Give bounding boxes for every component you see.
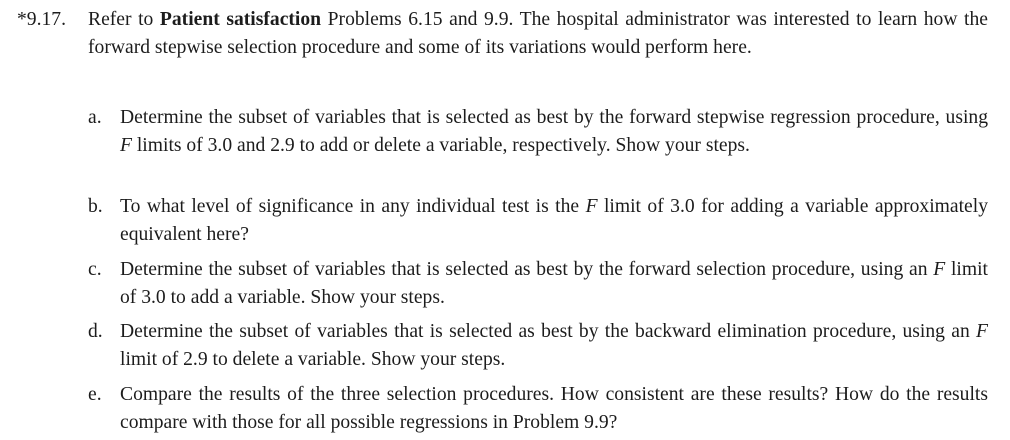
part-label: c. — [88, 259, 102, 280]
part-label: e. — [88, 384, 102, 405]
intro-suffix: Problems 6.15 and 9.9. The hospital administrator was interested to learn how the forward stepwise selection procedure and some of its variations would perform here. — [88, 9, 988, 58]
f-variable: F — [120, 135, 132, 156]
part-text — [120, 381, 988, 437]
part-text — [120, 256, 988, 312]
part-label: a. — [88, 107, 102, 128]
part-text-1: Compare the results of the three selection procedures. How consistent are these results? How do the results compare with those for all possible regressions in Problem 9.9? — [120, 384, 988, 433]
part-label: d. — [88, 321, 103, 342]
part-text-2: limit of 3.0 for adding a variable approximately equivalent here? — [120, 196, 988, 245]
part-label: b. — [88, 196, 103, 217]
part-text-1: Determine the subset of variables that is selected as best by the backward elimination procedure, using an — [120, 321, 977, 342]
problem-number: *9.17. — [17, 9, 66, 30]
f-variable: F — [933, 259, 946, 280]
dataset-name: Patient satisfaction — [159, 9, 322, 30]
part-text-2: limit of 2.9 to delete a variable. Show your steps. — [120, 349, 506, 370]
f-variable: F — [976, 321, 988, 342]
intro-prefix: Refer to — [88, 9, 160, 30]
part-text-1: To what level of significance in any individual test is the — [120, 196, 586, 217]
part-text — [120, 318, 988, 374]
part-text-1: Determine the subset of variables that is selected as best by the forward stepwise regression procedure, using — [120, 107, 988, 128]
part-text — [120, 104, 988, 160]
problem-intro — [88, 6, 988, 62]
part-text-1: Determine the subset of variables that is selected as best by the forward selection procedure, using an — [120, 259, 934, 280]
part-text-2: limit of 3.0 to add a variable. Show your steps. — [120, 259, 988, 308]
part-text — [120, 193, 988, 249]
f-variable: F — [585, 196, 598, 217]
part-text-2: limits of 3.0 and 2.9 to add or delete a variable, respectively. Show your steps. — [131, 135, 750, 156]
